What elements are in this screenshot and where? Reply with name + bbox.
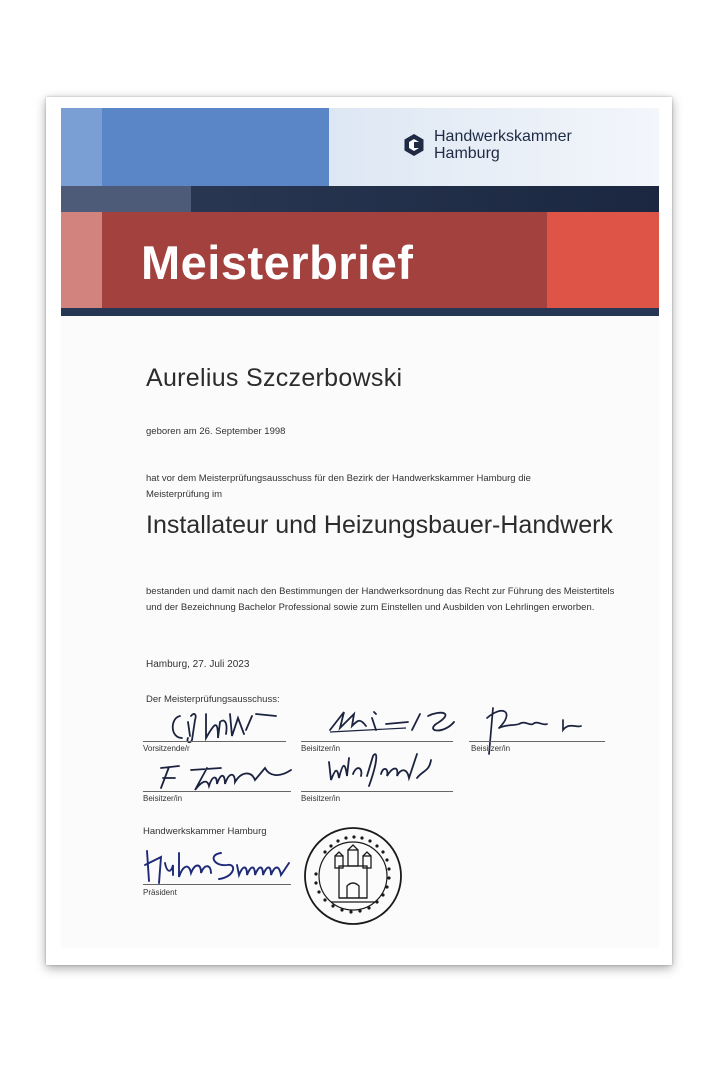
role-label-president: Präsident	[143, 888, 177, 897]
signature-line-assessor-3	[143, 791, 291, 792]
certificate-sheet	[46, 97, 672, 965]
assessor-signature-3	[151, 756, 311, 796]
title-band-left	[61, 212, 102, 308]
title-band-bottom-stripe	[61, 308, 659, 316]
role-label-assessor-4: Beisitzer/in	[301, 794, 341, 803]
place-date: Hamburg, 27. Juli 2023	[146, 659, 250, 670]
role-label-assessor-2: Beisitzer/in	[471, 744, 511, 753]
issuer-logo	[403, 128, 572, 162]
intro-text: hat vor dem Meisterprüfungsausschuss für den Bezirk der Handwerkskammer Hamburg die Meisterprüfung im	[146, 473, 531, 500]
chamber-seal	[301, 824, 405, 928]
signature-line-assessor-1	[301, 741, 453, 742]
chair-signature	[166, 704, 286, 744]
signature-line-president	[143, 884, 291, 885]
issuer-name-line2: Hamburg	[434, 145, 500, 162]
signature-line-chair	[143, 741, 286, 742]
rights-text: bestanden und damit nach den Bestimmungen der Handwerksordnung das Recht zur Führung des Meistertitels und der Bezeichnung Bachelor Professional sowie zum Einstellen und Ausbilden von Lehrlingen erworben.	[146, 586, 615, 613]
role-label-assessor-3: Beisitzer/in	[143, 794, 183, 803]
president-signature	[139, 843, 299, 887]
title-band-right	[547, 212, 659, 308]
role-label-chair: Vorsitzende/r	[143, 744, 190, 753]
assessor-signature-4	[321, 748, 441, 792]
chamber-logo-icon	[403, 134, 425, 156]
header-band-navy-highlight	[61, 186, 191, 212]
role-label-assessor-1: Beisitzer/in	[301, 744, 341, 753]
issuer-name-line1: Handwerkskammer	[434, 128, 572, 145]
chamber-heading: Handwerkskammer Hamburg	[143, 826, 267, 837]
header-band-light-blue	[61, 108, 102, 186]
signature-line-assessor-2	[469, 741, 605, 742]
issuer-name	[434, 128, 572, 162]
birth-date: geboren am 26. September 1998	[146, 426, 286, 437]
certificate-title: Meisterbrief	[141, 236, 414, 289]
trade-name: Installateur und Heizungsbauer-Handwerk	[146, 511, 613, 539]
assessor-signature-1	[316, 700, 466, 740]
holder-name: Aurelius Szczerbowski	[146, 364, 403, 392]
header-band-blue	[102, 108, 329, 186]
signature-line-assessor-4	[301, 791, 453, 792]
committee-heading: Der Meisterprüfungsausschuss:	[146, 694, 280, 705]
certificate-content	[61, 108, 659, 948]
